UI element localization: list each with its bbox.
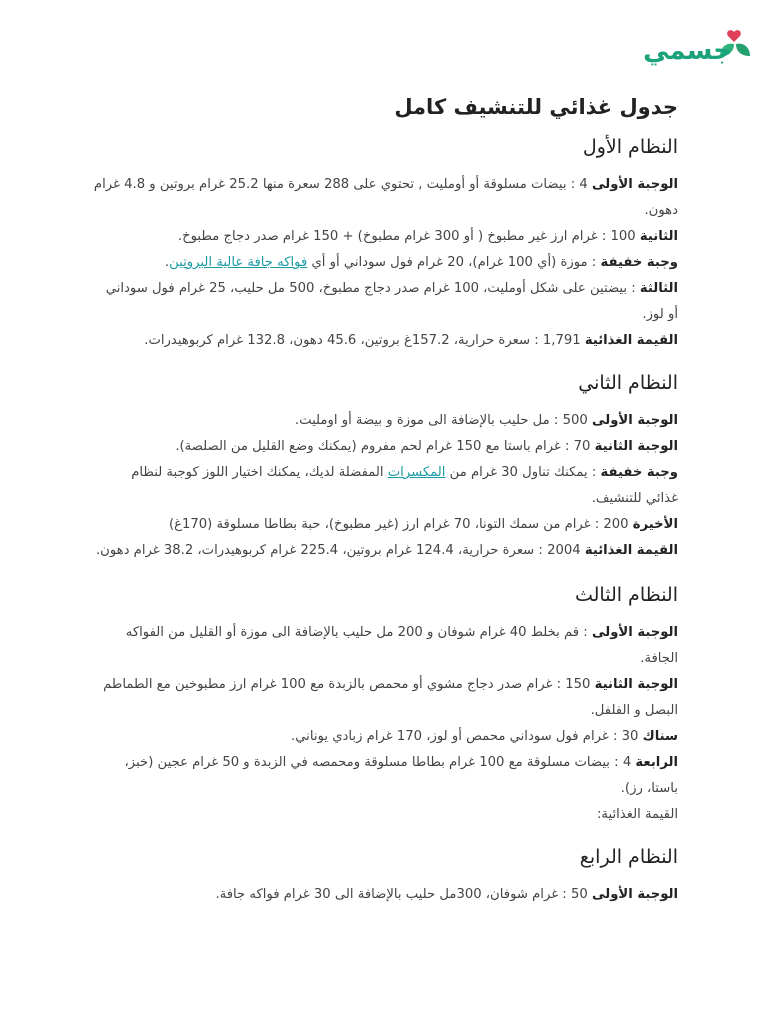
meal-quantity: 2004 — [547, 543, 585, 558]
meal-text: : غرام فول سوداني محمص أو لوز، 170 غرام زبادي يوناني. — [291, 729, 622, 744]
meal-label: وجبة خفيفة — [600, 465, 678, 480]
meal-text-continued: باستا، رز). — [620, 781, 678, 796]
meal-quantity: 4 — [622, 755, 636, 770]
meal-line — [90, 408, 678, 434]
meal-text: : سعرة حرارية، 157.2غ بروتين، 45.6 دهون، 132.8 غرام كربوهيدرات. — [144, 333, 543, 348]
section-heading: النظام الأول — [582, 136, 678, 158]
meal-label: الوجبة الأولى — [591, 413, 678, 428]
meal-line — [90, 434, 678, 460]
meal-line — [90, 724, 678, 750]
diet-plan-section — [90, 842, 678, 908]
diet-plan-section — [90, 368, 678, 564]
meal-line — [90, 276, 678, 328]
meal-label: الثالثة — [639, 281, 678, 296]
meal-label: الوجبة الأولى — [591, 625, 678, 640]
meal-line — [90, 224, 678, 250]
meal-line — [90, 512, 678, 538]
meal-label: الوجبة الأولى — [591, 177, 678, 192]
meal-quantity: 4 — [579, 177, 592, 192]
meal-line — [90, 672, 678, 724]
meal-quantity: 50 — [570, 887, 592, 902]
diet-plan-section — [90, 580, 678, 828]
diet-plan-section — [90, 132, 678, 354]
meal-line — [90, 538, 678, 564]
meal-text-continued: البصل و الفلفل. — [590, 703, 678, 718]
meal-text: : سعرة حرارية، 124.4 غرام بروتين، 225.4 غرام كربوهيدرات، 38.2 غرام دهون. — [95, 543, 548, 558]
meal-label: القيمة الغذائية — [584, 543, 678, 558]
meal-quantity: 70 — [573, 439, 595, 454]
site-logo[interactable] — [643, 28, 752, 72]
meal-quantity: 500 — [562, 413, 592, 428]
meal-label: الأخيرة — [632, 517, 678, 532]
section-heading: النظام الرابع — [579, 846, 678, 868]
meal-quantity: 30 — [621, 729, 643, 744]
meal-line — [90, 172, 678, 224]
meal-text: : موزة (أي 100 غرام)، 20 غرام فول سوداني أو أي — [307, 255, 601, 270]
section-heading: النظام الثالث — [574, 584, 678, 606]
meal-text: القيمة الغذائية: — [596, 807, 678, 822]
meal-line — [90, 882, 678, 908]
meal-line — [90, 250, 678, 276]
meal-text-continued: الجافة. — [640, 651, 678, 666]
meal-text-continued: غذائي للتنشيف. — [591, 491, 678, 506]
section-heading: النظام الثاني — [578, 372, 678, 394]
meal-line — [90, 620, 678, 672]
meal-label: الثانية — [639, 229, 678, 244]
meal-label: الرابعة — [635, 755, 678, 770]
meal-text: : يمكنك تناول 30 غرام من — [445, 465, 601, 480]
page-title: جدول غذائي للتنشيف كامل — [394, 95, 678, 119]
meal-label: القيمة الغذائية — [584, 333, 678, 348]
meal-quantity: 100 — [610, 229, 640, 244]
meal-label: سناك — [642, 729, 678, 744]
meal-label: الوجبة الأولى — [591, 887, 678, 902]
meal-text: : غرام شوفان، 300مل حليب بالإضافة الى 30 غرام فواكه جافة. — [215, 887, 571, 902]
meal-quantity: 200 — [603, 517, 633, 532]
meal-text-continued: دهون. — [644, 203, 678, 218]
inline-link[interactable]: فواكه جافة عالية البروتين — [169, 255, 308, 270]
inline-link[interactable]: المكسرات — [387, 465, 446, 480]
meal-line — [90, 750, 678, 802]
meal-text: : قم بخلط 40 غرام شوفان و 200 مل حليب بالإضافة الى موزة أو القليل من الفواكه — [125, 625, 592, 640]
meal-quantity: 1,791 — [542, 333, 585, 348]
meal-text: : غرام من سمك التونا، 70 غرام ارز (غير مطبوخ)، حبة بطاطا مسلوقة (170غ) — [168, 517, 604, 532]
meal-label: وجبة خفيفة — [600, 255, 678, 270]
meal-label: الوجبة الثانية — [594, 677, 678, 692]
meal-text: : بيضات مسلوقة أو أومليت , تحتوي على 288 سعرة منها 25.2 غرام بروتين و 4.8 غرام — [93, 177, 580, 192]
meal-text-continued: أو لوز. — [642, 307, 678, 322]
meal-text: : بيضات مسلوقة مع 100 غرام بطاطا مسلوقة ومحمصه في الزبدة و 50 غرام عجين (خبز، — [124, 755, 623, 770]
meal-line — [90, 460, 678, 512]
meal-quantity: 150 — [565, 677, 595, 692]
meal-line — [90, 328, 678, 354]
meal-text: : غرام ارز غير مطبوخ ( أو 300 غرام مطبوخ) + 150 غرام صدر دجاج مطبوخ. — [177, 229, 611, 244]
meal-text-after-link: . — [164, 255, 170, 270]
meal-label: الوجبة الثانية — [594, 439, 678, 454]
logo-text: جسمي — [643, 36, 732, 66]
meal-text-after-link: المفضلة لديك، يمكنك اختيار اللوز كوجبة لنظام — [131, 465, 388, 480]
meal-text: : غرام باستا مع 150 غرام لحم مفروم (يمكنك وضع القليل من الصلصة). — [175, 439, 574, 454]
meal-text: : بيضتين على شكل أومليت، 100 غرام صدر دجاج مطبوخ، 500 مل حليب، 25 غرام فول سوداني — [105, 281, 640, 296]
meal-text: : غرام صدر دجاج مشوي أو محمص بالزبدة مع 100 غرام ارز مطبوخين مع الطماطم — [103, 677, 566, 692]
meal-text: : مل حليب بالإضافة الى موزة و بيضة أو اومليت. — [294, 413, 563, 428]
meal-line — [90, 802, 678, 828]
